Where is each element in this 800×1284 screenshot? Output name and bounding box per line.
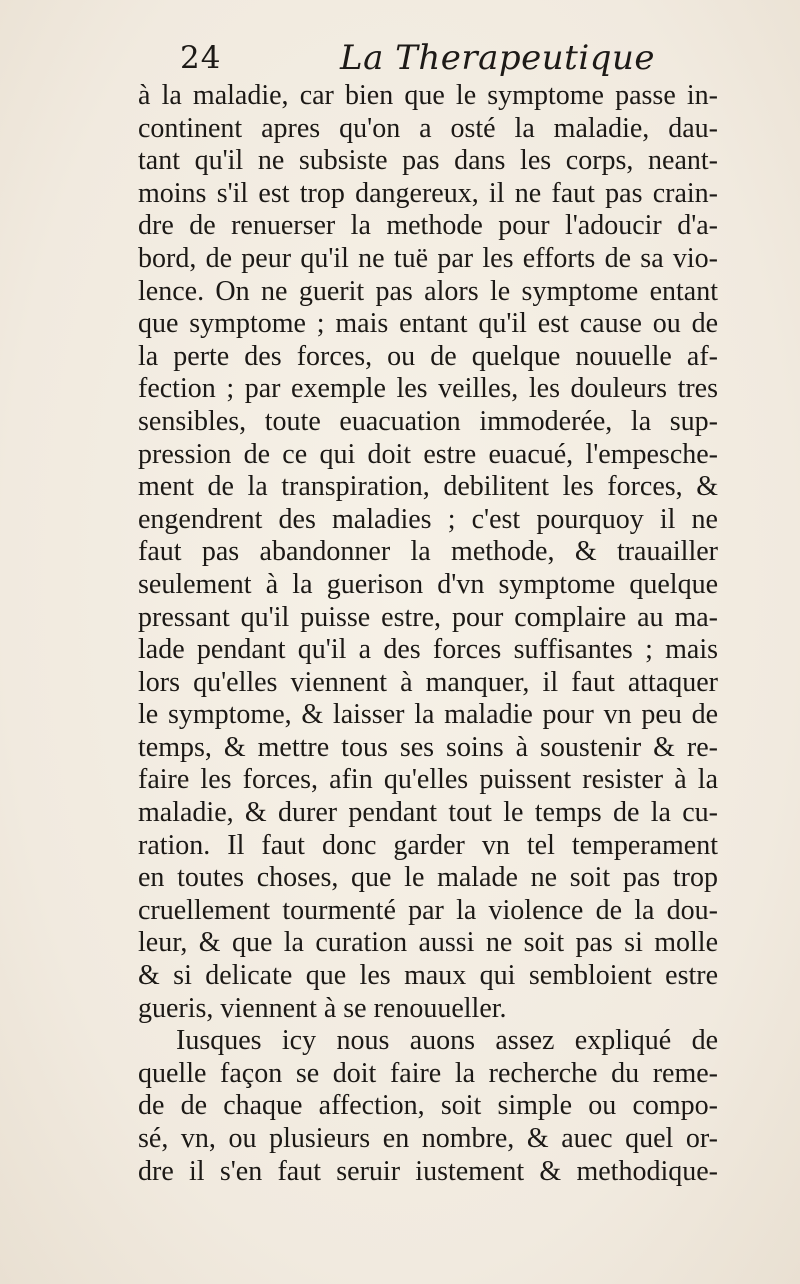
text-line: à la maladie, car bien que le symptome passe in- — [138, 80, 718, 111]
text-line: pressant qu'il puisse estre, pour complaire au ma- — [138, 601, 718, 633]
text-line: seulement à la guerison d'vn symptome quelque — [138, 568, 718, 600]
text-line: gueris, viennent à se renouueller. — [138, 992, 507, 1024]
text-line: sensibles, toute euacuation immoderée, la sup- — [138, 405, 718, 437]
text-line: la perte des forces, ou de quelque nouuelle af- — [138, 340, 718, 372]
text-line: cruellement tourmenté par la violence de la dou- — [138, 894, 718, 926]
text-line: faut pas abandonner la methode, & trauailler — [138, 536, 718, 568]
body-text — [138, 80, 718, 1188]
text-line: lade pendant qu'il a des forces suffisantes ; mais — [138, 634, 718, 666]
text-line: de de chaque affection, soit simple ou compo- — [138, 1090, 718, 1122]
text-line: en toutes choses, que le malade ne soit pas trop — [138, 862, 718, 894]
text-line: moins s'il est trop dangereux, il ne faut pas crain- — [138, 177, 718, 209]
text-line: le symptome, & laisser la maladie pour vn peu de — [138, 699, 718, 731]
text-line: lence. On ne guerit pas alors le symptome entant — [138, 275, 718, 307]
text-line: sé, vn, ou plusieurs en nombre, & auec quel or- — [138, 1123, 718, 1154]
text-line: & si delicate que les maux qui sembloient estre — [138, 960, 718, 992]
text-line: Iusques icy nous auons assez expliqué de — [176, 1025, 718, 1057]
text-line: bord, de peur qu'il ne tuë par les efforts de sa vio- — [138, 242, 718, 274]
text-line: dre de renuerser la methode pour l'adoucir d'a- — [138, 210, 718, 242]
text-line: leur, & que la curation aussi ne soit pas si molle — [138, 927, 718, 959]
text-line: que symptome ; mais entant qu'il est cause ou de — [138, 308, 718, 340]
text-line: quelle façon se doit faire la recherche du reme- — [138, 1057, 718, 1089]
running-title: La Therapeutique — [340, 38, 655, 78]
text-line: dre il s'en faut seruir iustement & methodique- — [138, 1155, 718, 1187]
text-line: pression de ce qui doit estre euacué, l'empesche- — [138, 438, 718, 470]
text-line: tant qu'il ne subsiste pas dans les corps, neant- — [138, 145, 718, 177]
page-number: 24 — [180, 40, 222, 76]
text-line: fection ; par exemple les veilles, les douleurs tres — [138, 373, 718, 405]
text-line: temps, & mettre tous ses soins à soustenir & re- — [138, 731, 718, 763]
text-line: lors qu'elles viennent à manquer, il faut attaquer — [138, 666, 718, 698]
text-line: continent apres qu'on a osté la maladie, dau- — [138, 112, 718, 144]
text-line: maladie, & durer pendant tout le temps de la cu- — [138, 797, 718, 829]
text-line: engendrent des maladies ; c'est pourquoy il ne — [138, 503, 718, 535]
text-line: ment de la transpiration, debilitent les forces, & — [138, 471, 718, 503]
text-line: ration. Il faut donc garder vn tel temperament — [138, 829, 718, 861]
text-line: faire les forces, afin qu'elles puissent resister à la — [138, 764, 718, 796]
